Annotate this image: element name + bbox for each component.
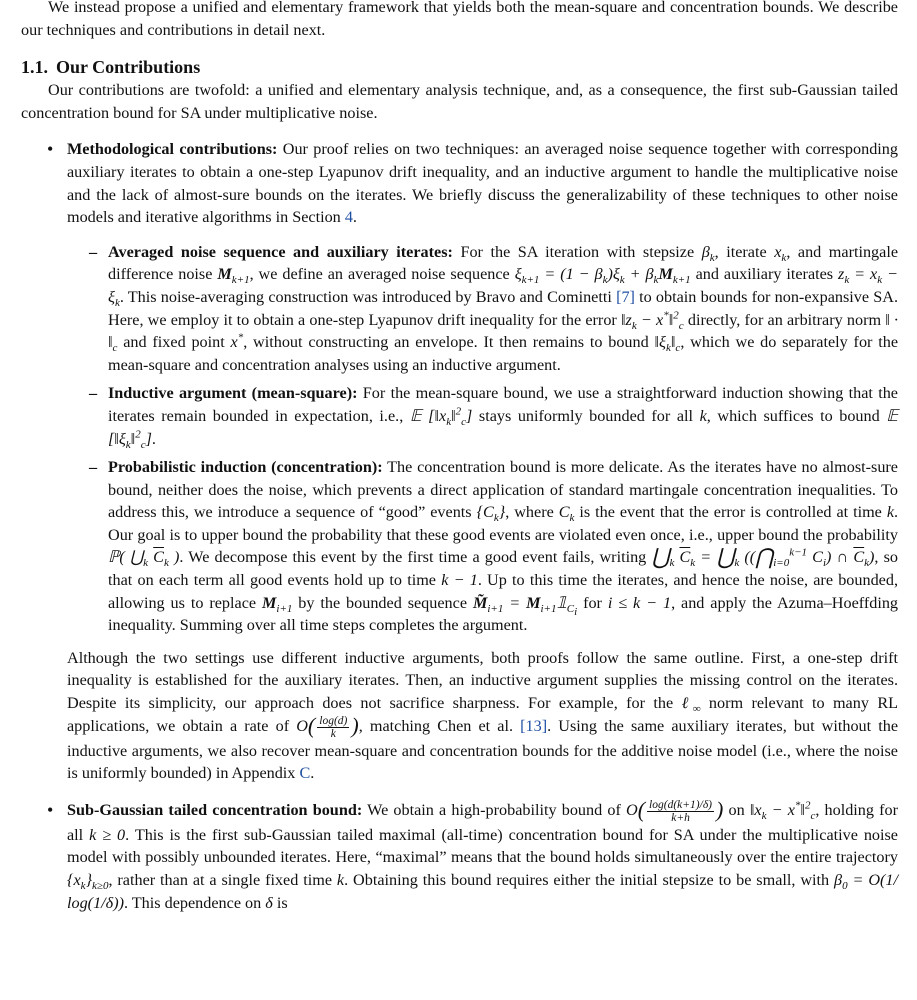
contributions-list (21, 138, 898, 914)
intro-text: We instead propose a unified and elementary framework that yields both the mean-square and concentration bounds. We describe our techniques and contributions in detail next. (21, 0, 898, 39)
probabilistic-paragraph (108, 456, 898, 637)
averaged-t5: and auxiliary iterates (695, 265, 834, 284)
paper-page (21, 0, 898, 928)
averaged-t9: and fixed point (123, 333, 225, 352)
subgaussian-item (21, 799, 898, 914)
math-k-minus-1: k − 1 (441, 571, 478, 590)
probabilistic-t1: The concentration bound is more delicate. As the iterates have no almost-sure bound, neither does the noise, which prevents a direct application of standard martingale concentration inequalities. To address this, we introduce a sequence of “good” events (108, 458, 898, 522)
math-i-le-k: i ≤ k − 1 (607, 593, 672, 612)
subgaussian-t1: We obtain a high-probability bound of (367, 801, 621, 820)
math-trajectory: $\{x_k\}_{k\ge 0}$ (67, 871, 109, 893)
probabilistic-lead: Probabilistic induction (concentration): (108, 458, 383, 477)
methodological-paragraph (67, 138, 898, 228)
math-error-x: $‖x_k$ − x*‖$^2_c$ (749, 799, 816, 823)
summary-paragraph (67, 647, 898, 785)
inductive-lead: Inductive argument (mean-square): (108, 384, 358, 403)
averaged-t1: For the SA iteration with stepsize (460, 242, 695, 261)
averaged-t2: , iterate (714, 242, 767, 261)
subgaussian-t2: on (728, 801, 745, 820)
summary-t1: Although the two settings use different inductive arguments, both proofs follow the same outline. First, a one-step drift inequality is established for the auxiliary iterates. Then, an inductive argument supplies the missing control on the iterates. Despite its simplicity, our approach does not sacrifice sharpness. For example, for the (67, 648, 898, 713)
probabilistic-t5: . We decompose this event by the first time a good event fails, writing (179, 548, 647, 567)
math-expect-xi: 𝔼 $[‖\xi_k‖^2_c]$ (108, 406, 899, 451)
averaged-t6: . This noise-averaging construction was introduced by Bravo and Cominetti (119, 287, 612, 306)
probabilistic-t6: , so that on each term all good events hold up to time (108, 548, 898, 590)
math-M-i1: $M_{i+1}$ (261, 593, 293, 615)
methodological-item (21, 138, 898, 784)
subgaussian-t8: is (276, 893, 288, 912)
averaged-t8: directly, for an arbitrary norm (687, 310, 882, 329)
math-xi-recursion: $\xi_{k+1} = (1 - \beta_k)\xi_k + \beta_kM_{k+1}$ (514, 265, 691, 287)
section-ref-link[interactable]: 4 (344, 208, 353, 227)
averaged-t3: , and martingale difference noise (108, 242, 899, 284)
averaged-t7: to obtain bounds for non-expansive SA. Here, we employ it to obtain a one-step Lyapunov drift inequality for the error (108, 287, 898, 329)
summary-t5: . (310, 764, 315, 783)
probabilistic-t9: for (583, 593, 602, 612)
methodological-period: . (352, 208, 357, 227)
subgaussian-lead: Sub-Gaussian tailed concentration bound: (67, 801, 363, 820)
probabilistic-t3: is the event that the error is controlled at time (579, 503, 882, 522)
subgaussian-t3: , holding for all (67, 801, 899, 844)
math-delta: δ (265, 893, 273, 912)
inductive-item (67, 382, 898, 450)
probabilistic-t7: . Up to this time the iterates, and hence the noise, are bounded, allowing us to replace (108, 571, 898, 612)
averaged-t10: , without constructing an envelope. It then remains to bound (243, 333, 649, 352)
averaged-t11: , which we do separately for the mean-square and concentration analyses using an inductive argument. (108, 333, 899, 374)
appendix-c-link[interactable]: C (299, 764, 311, 783)
math-z-def: $z_k = x_k - \xi_k$ (108, 265, 898, 310)
math-error-norm: $‖z_k$ − x*‖$^2_c$ (621, 309, 684, 332)
technique-list (67, 241, 898, 637)
probabilistic-t8: by the bounded sequence (298, 593, 468, 612)
intro-paragraph (21, 0, 898, 41)
citation-13[interactable]: [13] (520, 716, 548, 735)
inductive-t3: which suffices to bound (717, 406, 880, 425)
math-beta-k: $\beta_k$ (701, 242, 715, 264)
math-x-k: $x_k$ (774, 242, 787, 264)
math-xi-norm: $‖\xi_k‖_c$ (654, 333, 681, 355)
subgaussian-paragraph (67, 799, 898, 914)
averaged-noise-paragraph: – Averaged noise sequence and auxiliary iterates: For the SA iteration with stepsize $\beta_k$, iterate $x_k$, and martingale difference noise $M_{k+1}$, we define an averaged noise sequence $\xi_{k+1} = (1 - \beta_k)\xi_k + \beta_kM_{k+1}$ and auxiliary iterates $z_k = x_k - \xi_k$. This noise-averaging construction was introduced by Bravo and Cominetti [7] to obtain bounds for non-expansive SA. Here, we employ it to obtain a one-step Lyapunov drift inequality for the error $‖z_k$ − x*‖$^2_c$ directly, for an arbitrary norm ‖ · $‖_c$ and fixed point x*, without constructing an envelope. It then remains to bound $‖\xi_k‖_c$, which we do separately for the mean-square and concentration analyses using an inductive argument. (108, 242, 899, 374)
math-x-star: x* (230, 331, 244, 352)
probabilistic-t10: , and apply the Azuma–Hoeffding inequality. Summing over all time steps completes the argument. (108, 593, 899, 635)
inductive-t1: For the mean-square bound, we use a straightforward induction showing that the iterates remain bounded in expectation, i.e., (108, 384, 898, 425)
section-intro (21, 79, 898, 124)
math-expect-x: 𝔼 $[‖x_k‖^2_c]$ (409, 405, 473, 429)
math-events-C: $\{C_k\}$ (476, 503, 506, 525)
summary-t3: , matching Chen et al. (358, 716, 514, 735)
math-k-ge-0: k ≥ 0 (89, 825, 126, 844)
math-fixed-k: k (336, 871, 345, 889)
math-rate-O: O( $\frac{\log(d)}{k}$ ) (296, 712, 359, 740)
section-title: Our Contributions (56, 57, 201, 78)
averaged-noise-item (67, 241, 898, 377)
math-k: k (699, 406, 707, 425)
citation-7[interactable]: [7] (616, 287, 635, 306)
subgaussian-t6: . Obtaining this bound requires either the initial stepsize to be small, with (344, 871, 830, 889)
probabilistic-t4: . Our goal is to upper bound the probability that these good events are violated even once, i.e., upper bound the probability (108, 503, 899, 544)
summary-t4: . Using the same auxiliary iterates, but without the inductive arguments, we also recover mean-square and concentration bounds for the additive noise model (i.e., where the noise is uniformly bounded) in Appendix (67, 716, 899, 783)
section-intro-text: Our contributions are twofold: a unified and elementary analysis technique, and, as a consequence, the first sub-Gaussian tailed concentration bound for SA under multiplicative noise. (21, 81, 898, 122)
math-C-k: $C_k$ (558, 503, 575, 525)
inductive-paragraph: – Inductive argument (mean-square): For the mean-square bound, we use a straightforward induction showing that the iterates remain bounded in expectation, i.e., 𝔼 $[‖x_k‖^2_c]$ stays uniformly bounded for all k, which suffices to bound 𝔼 $[‖\xi_k‖^2_c]$. (108, 384, 899, 451)
math-beta0: $\beta_0 = O(1/$ log(1/δ)) (67, 871, 898, 912)
math-hp-bound: O( $\frac{\log(d(k+1)/\delta)}{k+h}$ ) (626, 797, 724, 824)
math-M-tilde: $M̃_{i+1}$ = $M_{i+1}𝟙_{C_i}$ (472, 593, 578, 619)
subgaussian-t7: . This dependence on (123, 893, 262, 912)
averaged-lead: Averaged noise sequence and auxiliary iterates: (108, 242, 453, 261)
math-decomposition: $⋃_k$ $\overline{C}_k$ = $⋃_k$ (($⋂_{i=0}^{k-1}$ $C_i$) ∩ $\overline{C}_k$) (651, 544, 875, 570)
subgaussian-t4: . This is the first sub-Gaussian tailed maximal (all-time) concentration bound for SA under the multiplicative noise model with possibly unbounded iterates. Here, “maximal” means that the bound holds simultaneously over the entire trajectory (67, 825, 898, 867)
math-time-k: k (886, 503, 895, 522)
math-norm-c: ‖ · $‖_c$ (108, 310, 899, 355)
methodological-lead: Methodological contributions: (67, 140, 278, 159)
math-M-k1: M (217, 265, 232, 284)
math-prob-union: ℙ( $⋃_k$ $\overline{C}_k$ ) (108, 548, 180, 570)
math-ell-inf: ℓ$_\infty$ (681, 694, 701, 716)
averaged-t4: , we define an averaged noise sequence (249, 265, 510, 284)
section-number: 1.1. (21, 57, 48, 78)
probabilistic-t2: , where (505, 503, 554, 522)
section-heading (21, 55, 898, 79)
subgaussian-t5: , rather than at a single fixed time (108, 871, 333, 889)
methodological-text: Our proof relies on two techniques: an averaged noise sequence together with corresponding auxiliary iterates to obtain a one-step Lyapunov drift inequality, and an inductive argument to handle the multiplicative noise and the lack of almost-sure bounds on the iterates. We briefly discuss the generalizability of these techniques to other noise models and iterative algorithms in Section (67, 140, 898, 227)
probabilistic-item (67, 456, 898, 637)
inductive-t2: stays uniformly bounded for all (478, 406, 694, 425)
summary-t2: norm relevant to many RL applications, we obtain a rate of (67, 694, 899, 735)
